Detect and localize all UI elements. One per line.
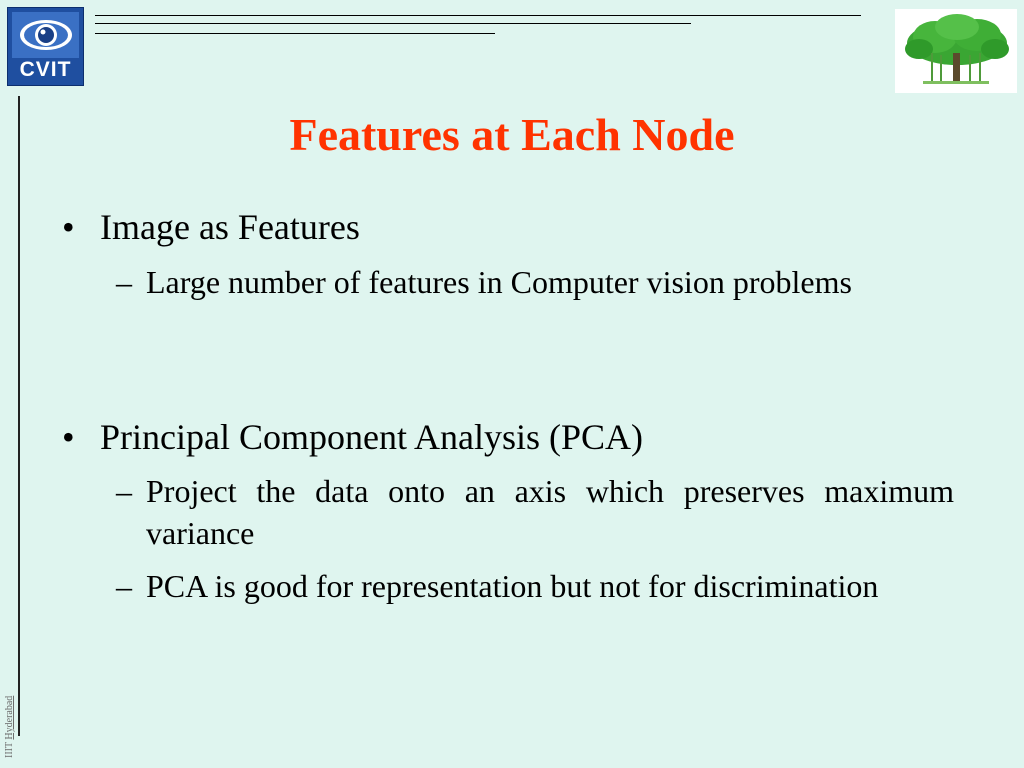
sub-bullet-text: PCA is good for representation but not for discrimination xyxy=(146,568,879,604)
footer-org xyxy=(4,696,15,758)
left-vertical-rule xyxy=(18,96,20,736)
bullet-text: Image as Features xyxy=(100,207,360,247)
sub-bullet-text: Large number of features in Computer vision problems xyxy=(146,264,852,300)
sub-bullet-marker: – xyxy=(116,264,132,300)
bullet-marker: • xyxy=(62,207,75,247)
footer-org-name: IIIT xyxy=(4,742,15,758)
header-rule-1 xyxy=(95,15,861,16)
cvit-logo-text: CVIT xyxy=(19,58,72,81)
eye-icon xyxy=(12,12,79,58)
sub-bullet-text: Project the data onto an axis which preserves maximum variance xyxy=(146,473,954,551)
slide-title: Features at Each Node xyxy=(289,109,735,160)
sub-bullet-marker: – xyxy=(116,568,132,604)
sub-bullet-marker: – xyxy=(116,473,132,509)
bullet-marker: • xyxy=(62,417,75,457)
header-rule-2 xyxy=(95,23,691,24)
footer-city: Hyderabad xyxy=(4,695,15,740)
bullet-text: Principal Component Analysis (PCA) xyxy=(100,417,643,457)
cvit-logo xyxy=(7,7,84,86)
banyan-tree-icon xyxy=(895,9,1017,93)
header-rule-3 xyxy=(95,33,495,34)
